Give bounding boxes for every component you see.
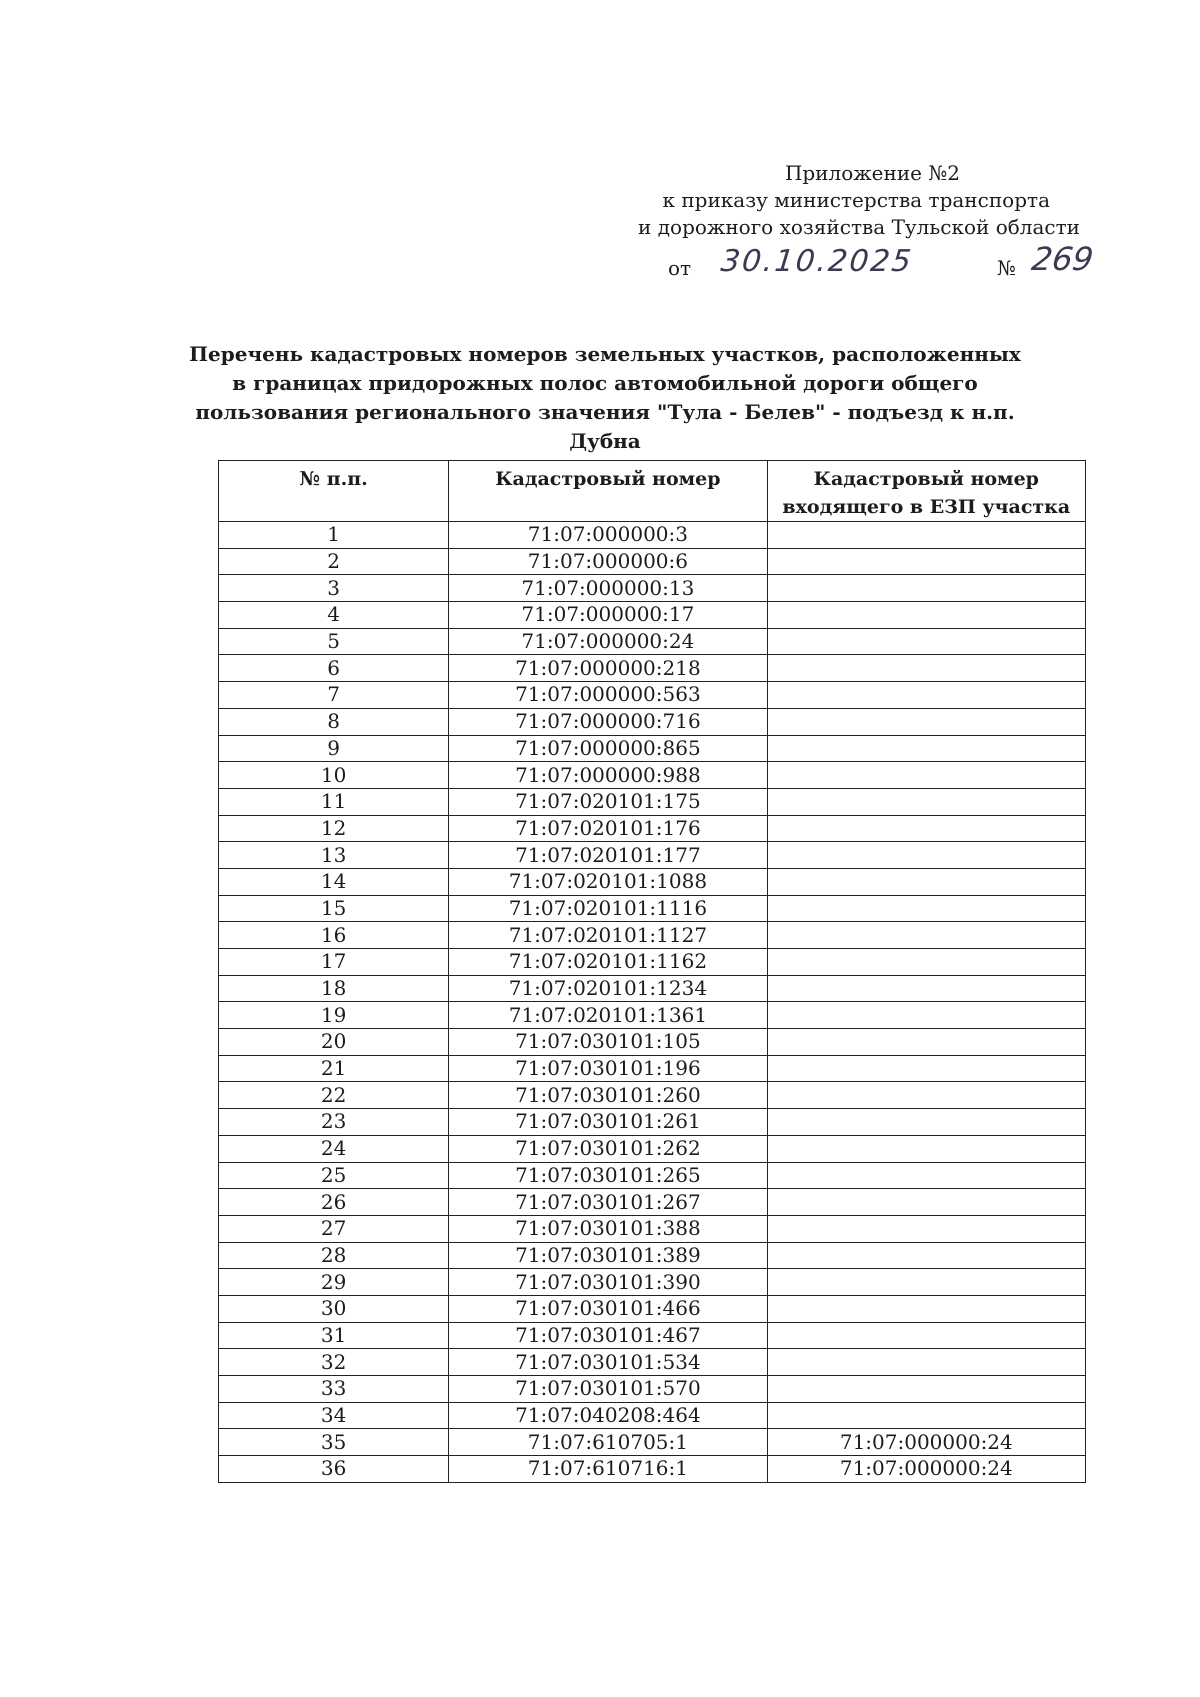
handwritten-order-number: 269 — [1029, 240, 1096, 278]
ezp-number-cell — [767, 1162, 1085, 1189]
ezp-number-cell — [767, 1002, 1085, 1029]
cadastral-number-cell: 71:07:030101:260 — [449, 1082, 767, 1109]
date-prefix: от — [668, 256, 692, 280]
table-row — [219, 949, 1086, 976]
cadastral-number-cell: 71:07:030101:389 — [449, 1242, 767, 1269]
ezp-number-cell: 71:07:000000:24 — [767, 1429, 1085, 1456]
row-number-cell: 13 — [219, 842, 449, 869]
table-row — [219, 602, 1086, 629]
row-number-cell: 32 — [219, 1349, 449, 1376]
table-row — [219, 975, 1086, 1002]
row-number-cell: 8 — [219, 708, 449, 735]
cadastral-number-cell: 71:07:000000:3 — [449, 522, 767, 549]
appendix-number: Приложение №2 — [784, 161, 960, 185]
table-row — [219, 895, 1086, 922]
row-number-cell: 24 — [219, 1135, 449, 1162]
table-row — [219, 842, 1086, 869]
ezp-number-cell — [767, 949, 1085, 976]
ezp-number-cell — [767, 628, 1085, 655]
table-row — [219, 1295, 1086, 1322]
row-number-cell: 18 — [219, 975, 449, 1002]
cadastral-number-cell: 71:07:030101:570 — [449, 1376, 767, 1403]
cadastral-number-cell: 71:07:030101:467 — [449, 1322, 767, 1349]
ezp-number-cell — [767, 815, 1085, 842]
cadastral-number-cell: 71:07:030101:390 — [449, 1269, 767, 1296]
ezp-number-cell — [767, 602, 1085, 629]
row-number-cell: 26 — [219, 1189, 449, 1216]
cadastral-number-cell: 71:07:030101:267 — [449, 1189, 767, 1216]
cadastral-number-cell: 71:07:030101:196 — [449, 1055, 767, 1082]
ezp-number-cell — [767, 922, 1085, 949]
ezp-number-cell — [767, 1295, 1085, 1322]
ezp-number-cell — [767, 762, 1085, 789]
cadastral-number-cell: 71:07:020101:177 — [449, 842, 767, 869]
table-row — [219, 1082, 1086, 1109]
cadastral-number-cell: 71:07:000000:563 — [449, 682, 767, 709]
cadastral-number-cell: 71:07:000000:988 — [449, 762, 767, 789]
ezp-number-cell — [767, 655, 1085, 682]
row-number-cell: 22 — [219, 1082, 449, 1109]
row-number-cell: 11 — [219, 788, 449, 815]
row-number-cell: 19 — [219, 1002, 449, 1029]
table-row — [219, 1002, 1086, 1029]
ezp-number-cell — [767, 708, 1085, 735]
table-row — [219, 1322, 1086, 1349]
cadastral-number-cell: 71:07:000000:865 — [449, 735, 767, 762]
ezp-number-cell — [767, 868, 1085, 895]
ezp-number-cell — [767, 735, 1085, 762]
table-row — [219, 1349, 1086, 1376]
cadastral-number-cell: 71:07:020101:1127 — [449, 922, 767, 949]
table-row — [219, 575, 1086, 602]
row-number-cell: 15 — [219, 895, 449, 922]
cadastral-number-cell: 71:07:030101:105 — [449, 1029, 767, 1056]
cadastral-number-cell: 71:07:030101:388 — [449, 1215, 767, 1242]
row-number-cell: 2 — [219, 548, 449, 575]
table-row — [219, 522, 1086, 549]
cadastral-number-cell: 71:07:000000:716 — [449, 708, 767, 735]
ezp-number-cell — [767, 1055, 1085, 1082]
cadastral-number-cell: 71:07:030101:262 — [449, 1135, 767, 1162]
row-number-cell: 20 — [219, 1029, 449, 1056]
cadastral-table — [218, 460, 1086, 1483]
row-number-cell: 29 — [219, 1269, 449, 1296]
cadastral-number-cell: 71:07:020101:1088 — [449, 868, 767, 895]
order-date-row — [668, 240, 1098, 284]
document-title: Перечень кадастровых номеров земельных участков, расположенных в границах придорожных полос автомобильной дороги общего пользования регионального значения "Тула - Белев" - подъезд к н.п. Дубна — [189, 342, 1021, 453]
table-row — [219, 708, 1086, 735]
column-header-ezp: Кадастровый номер входящего в ЕЗП участка — [767, 461, 1085, 522]
cadastral-number-cell: 71:07:000000:218 — [449, 655, 767, 682]
ministry-name: и дорожного хозяйства Тульской области — [638, 215, 1080, 239]
cadastral-number-cell: 71:07:000000:17 — [449, 602, 767, 629]
table-row — [219, 868, 1086, 895]
row-number-cell: 9 — [219, 735, 449, 762]
ezp-number-cell — [767, 1376, 1085, 1403]
row-number-cell: 21 — [219, 1055, 449, 1082]
row-number-cell: 36 — [219, 1456, 449, 1483]
ezp-number-cell — [767, 842, 1085, 869]
cadastral-number-cell: 71:07:610716:1 — [449, 1456, 767, 1483]
cadastral-number-cell: 71:07:020101:1116 — [449, 895, 767, 922]
table-row — [219, 735, 1086, 762]
row-number-cell: 25 — [219, 1162, 449, 1189]
cadastral-number-cell: 71:07:020101:175 — [449, 788, 767, 815]
table-row — [219, 1189, 1086, 1216]
ezp-number-cell — [767, 788, 1085, 815]
table-row — [219, 1242, 1086, 1269]
ezp-number-cell — [767, 1269, 1085, 1296]
ezp-number-cell — [767, 1082, 1085, 1109]
column-header-cadastral: Кадастровый номер — [449, 461, 767, 522]
cadastral-number-cell: 71:07:000000:6 — [449, 548, 767, 575]
cadastral-number-cell: 71:07:030101:261 — [449, 1109, 767, 1136]
row-number-cell: 5 — [219, 628, 449, 655]
table-row — [219, 1135, 1086, 1162]
ezp-number-cell — [767, 1109, 1085, 1136]
ezp-number-cell — [767, 548, 1085, 575]
table-row — [219, 682, 1086, 709]
cadastral-number-cell: 71:07:040208:464 — [449, 1402, 767, 1429]
row-number-cell: 1 — [219, 522, 449, 549]
cadastral-number-cell: 71:07:020101:1234 — [449, 975, 767, 1002]
row-number-cell: 3 — [219, 575, 449, 602]
cadastral-number-cell: 71:07:020101:1361 — [449, 1002, 767, 1029]
cadastral-number-cell: 71:07:000000:24 — [449, 628, 767, 655]
table-row — [219, 815, 1086, 842]
row-number-cell: 35 — [219, 1429, 449, 1456]
table-row — [219, 1215, 1086, 1242]
row-number-cell: 12 — [219, 815, 449, 842]
table-row — [219, 1055, 1086, 1082]
table-row — [219, 1269, 1086, 1296]
row-number-cell: 4 — [219, 602, 449, 629]
appendix-header — [590, 160, 1090, 241]
row-number-cell: 28 — [219, 1242, 449, 1269]
ezp-number-cell — [767, 522, 1085, 549]
cadastral-number-cell: 71:07:030101:466 — [449, 1295, 767, 1322]
ezp-number-cell — [767, 895, 1085, 922]
table-row — [219, 788, 1086, 815]
table-row — [219, 762, 1086, 789]
ezp-number-cell — [767, 682, 1085, 709]
cadastral-number-cell: 71:07:030101:265 — [449, 1162, 767, 1189]
ezp-number-cell — [767, 975, 1085, 1002]
row-number-cell: 33 — [219, 1376, 449, 1403]
ezp-number-cell — [767, 575, 1085, 602]
row-number-cell: 10 — [219, 762, 449, 789]
table-header-row — [219, 461, 1086, 522]
table-row — [219, 1109, 1086, 1136]
row-number-cell: 34 — [219, 1402, 449, 1429]
cadastral-number-cell: 71:07:020101:1162 — [449, 949, 767, 976]
row-number-cell: 27 — [219, 1215, 449, 1242]
ezp-number-cell — [767, 1322, 1085, 1349]
ezp-number-cell — [767, 1349, 1085, 1376]
table-row — [219, 1456, 1086, 1483]
row-number-cell: 30 — [219, 1295, 449, 1322]
handwritten-date: 30.10.2025 — [719, 244, 915, 279]
ezp-number-cell — [767, 1029, 1085, 1056]
cadastral-number-cell: 71:07:030101:534 — [449, 1349, 767, 1376]
table-row — [219, 628, 1086, 655]
ezp-number-cell — [767, 1402, 1085, 1429]
row-number-cell: 23 — [219, 1109, 449, 1136]
cadastral-number-cell: 71:07:020101:176 — [449, 815, 767, 842]
cadastral-number-cell: 71:07:610705:1 — [449, 1429, 767, 1456]
row-number-cell: 17 — [219, 949, 449, 976]
row-number-cell: 31 — [219, 1322, 449, 1349]
cadastral-number-cell: 71:07:000000:13 — [449, 575, 767, 602]
table-row — [219, 1429, 1086, 1456]
row-number-cell: 7 — [219, 682, 449, 709]
table-row — [219, 922, 1086, 949]
table-row — [219, 1029, 1086, 1056]
table-row — [219, 655, 1086, 682]
table-body — [219, 522, 1086, 1483]
ezp-number-cell — [767, 1189, 1085, 1216]
row-number-cell: 16 — [219, 922, 449, 949]
order-reference: к приказу министерства транспорта — [662, 188, 1050, 212]
ezp-number-cell — [767, 1135, 1085, 1162]
row-number-cell: 14 — [219, 868, 449, 895]
table-row — [219, 1402, 1086, 1429]
ezp-number-cell — [767, 1215, 1085, 1242]
table-row — [219, 548, 1086, 575]
ezp-number-cell — [767, 1242, 1085, 1269]
number-label: № — [997, 256, 1016, 280]
table-row — [219, 1376, 1086, 1403]
row-number-cell: 6 — [219, 655, 449, 682]
column-header-number: № п.п. — [219, 461, 449, 522]
ezp-number-cell: 71:07:000000:24 — [767, 1456, 1085, 1483]
table-row — [219, 1162, 1086, 1189]
